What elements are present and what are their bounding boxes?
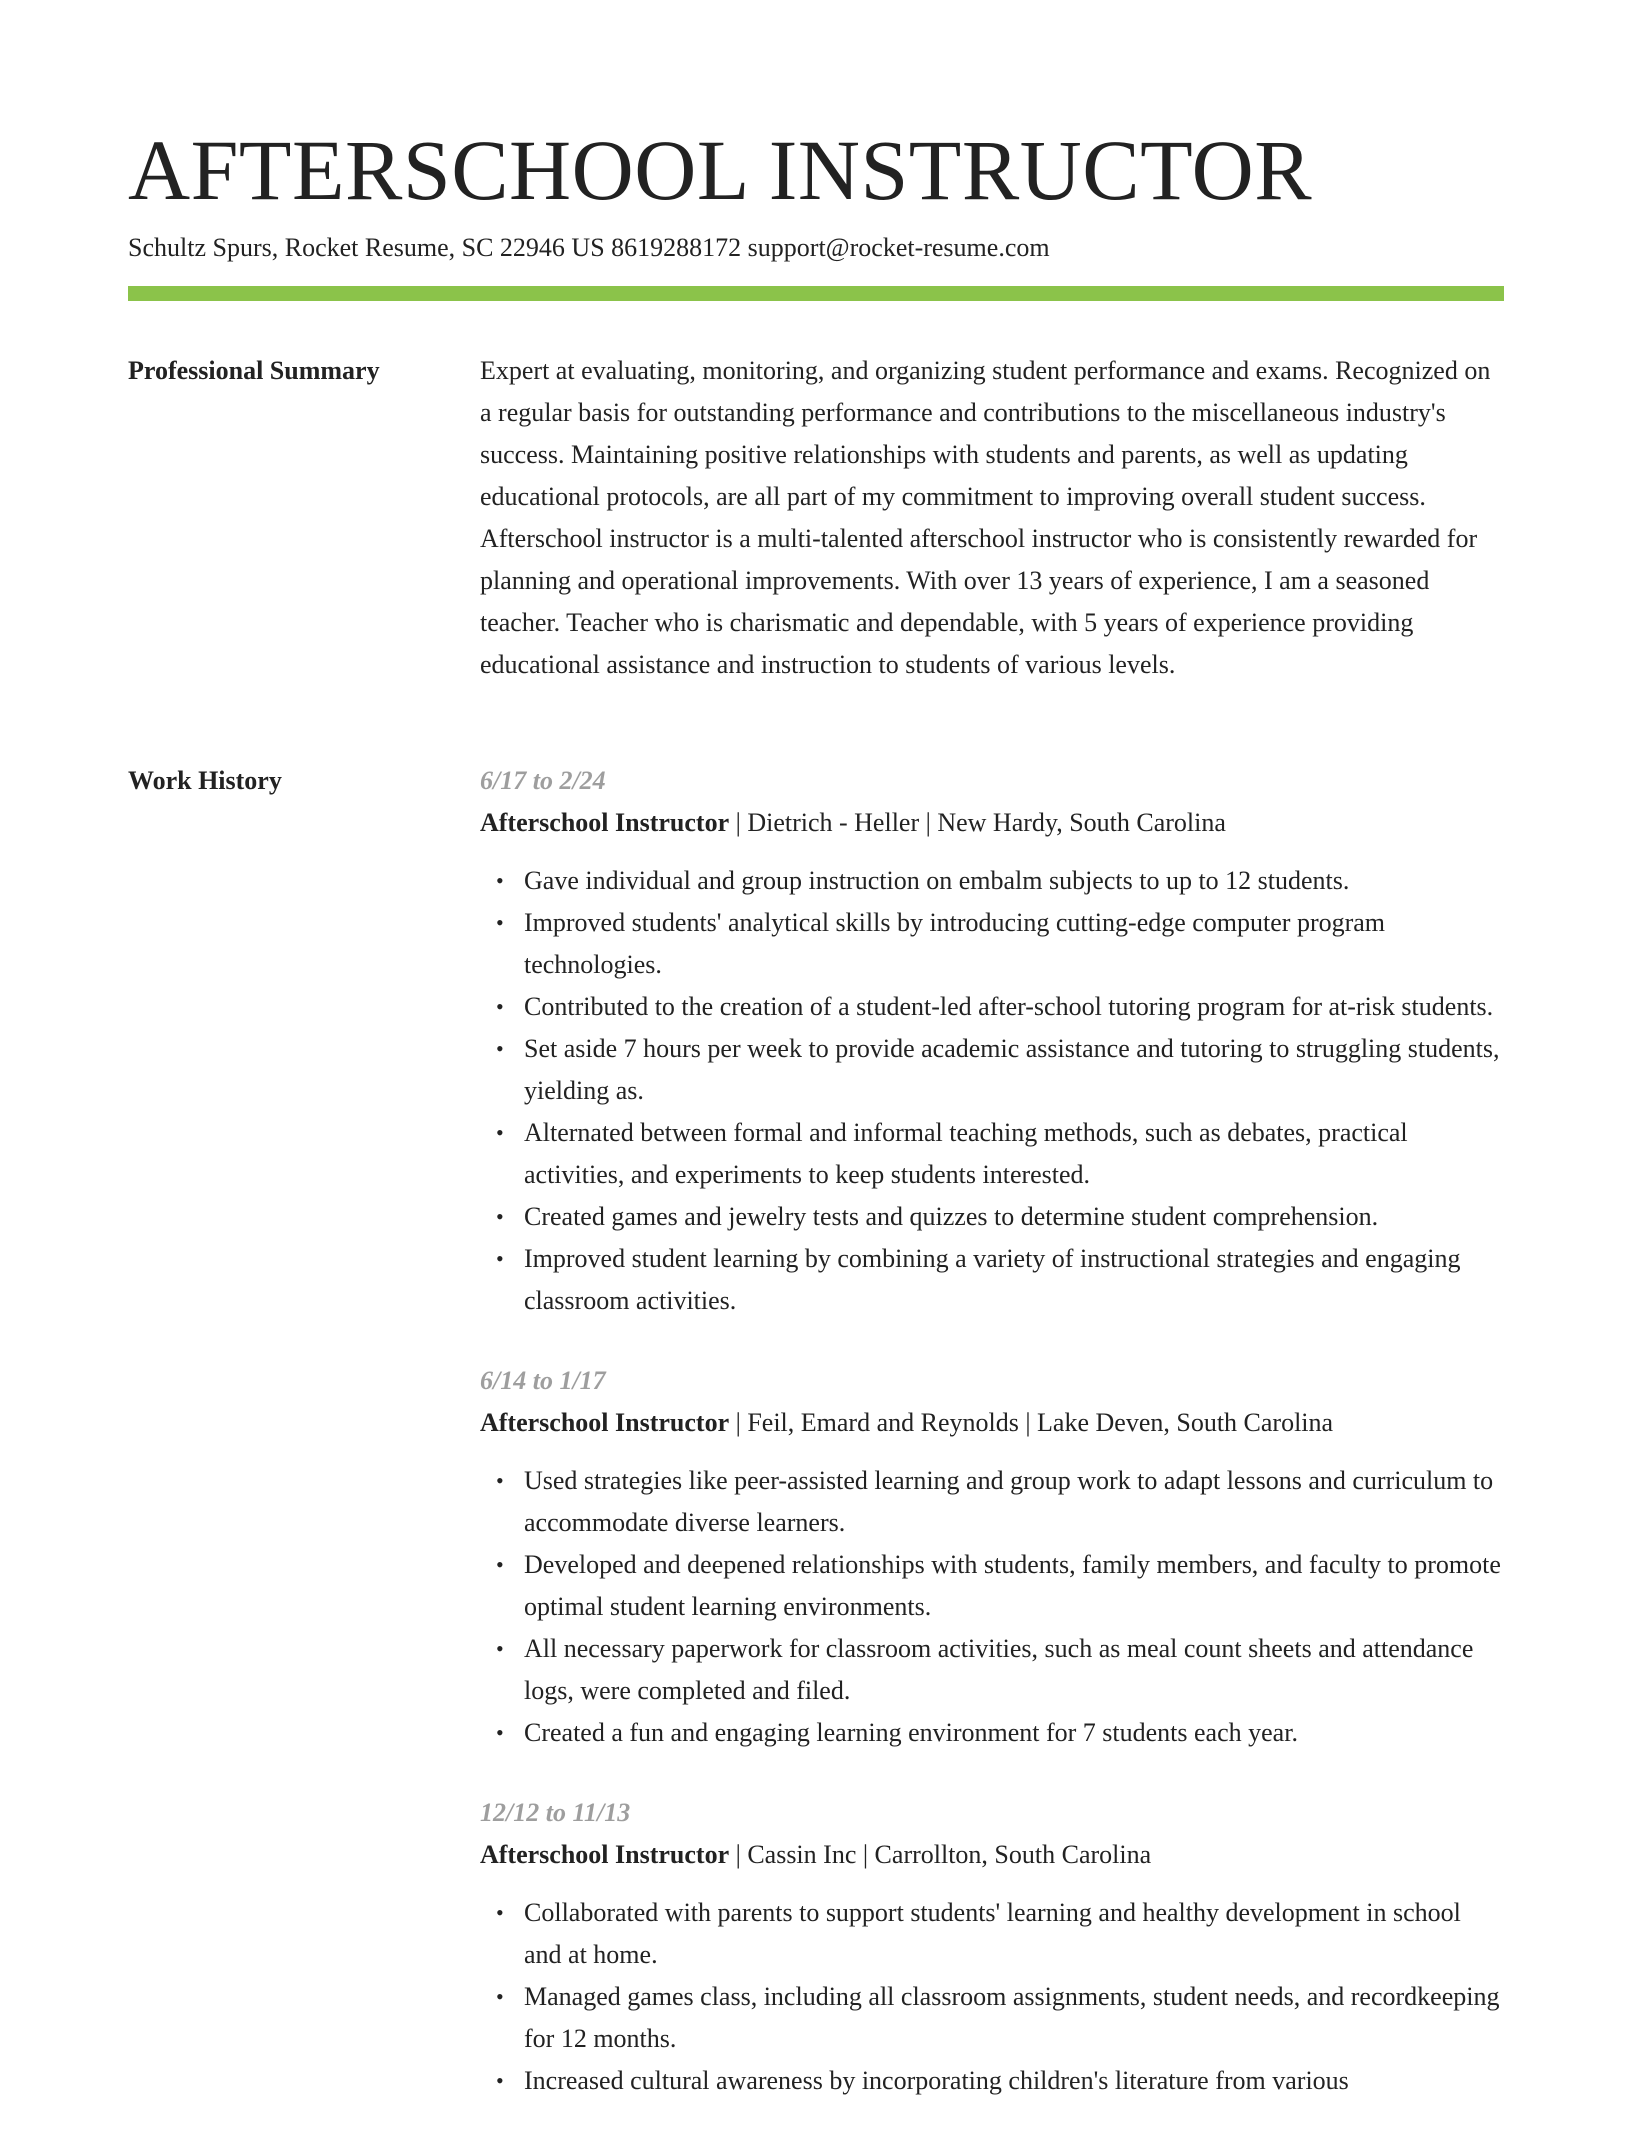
bullet-icon: •	[496, 2068, 504, 2093]
list-item	[496, 1460, 1504, 1544]
bullet-icon: •	[496, 868, 504, 893]
job-entry	[480, 1792, 1504, 2102]
bullet-icon: •	[496, 1204, 504, 1229]
bullet-icon: •	[496, 1636, 504, 1661]
list-item	[496, 1892, 1504, 1976]
job-bullet-list	[480, 1460, 1504, 1754]
job-bullet-list	[480, 860, 1504, 1322]
job-employer-location: | Cassin Inc | Carrollton, South Carolina	[729, 1840, 1152, 1869]
job-title-line	[480, 802, 1504, 844]
bullet-text: Collaborated with parents to support students' learning and healthy development in school and at home.	[524, 1898, 1461, 1969]
list-item	[496, 1238, 1504, 1322]
bullet-text: Used strategies like peer-assisted learning and group work to adapt lessons and curriculum to accommodate diverse learners.	[524, 1466, 1494, 1537]
bullet-icon: •	[496, 1552, 504, 1577]
bullet-icon: •	[496, 1036, 504, 1061]
list-item	[496, 1712, 1504, 1754]
bullet-text: Contributed to the creation of a student-led after-school tutoring program for at-risk students.	[524, 992, 1494, 1021]
job-bullet-list	[480, 1892, 1504, 2102]
job-title-line	[480, 1402, 1504, 1444]
bullet-icon: •	[496, 1900, 504, 1925]
list-item	[496, 860, 1504, 902]
job-employer-location: | Feil, Emard and Reynolds | Lake Deven, South Carolina	[729, 1408, 1334, 1437]
bullet-text: Created a fun and engaging learning environment for 7 students each year.	[524, 1718, 1298, 1747]
job-title-line	[480, 1834, 1504, 1876]
job-list	[480, 760, 1504, 2140]
list-item	[496, 1628, 1504, 1712]
bullet-text: Increased cultural awareness by incorporating children's literature from various	[524, 2066, 1349, 2095]
summary-text: Expert at evaluating, monitoring, and organizing student performance and exams. Recognized on a regular basis for outstanding performance and contributions to the miscellaneous industry's success. Maintaining positive relationships with students and parents, as well as updating educational protocols, are all part of my commitment to improving overall student success. Afterschool instructor is a multi-talented afterschool instructor who is consistently rewarded for planning and operational improvements. With over 13 years of experience, I am a seasoned teacher. Teacher who is charismatic and dependable, with 5 years of experience providing educational assistance and instruction to students of various levels.	[480, 356, 1491, 679]
bullet-text: Created games and jewelry tests and quizzes to determine student comprehension.	[524, 1202, 1379, 1231]
job-dates: 12/12 to 11/13	[480, 1798, 631, 1827]
bullet-icon: •	[496, 910, 504, 935]
bullet-text: Improved student learning by combining a variety of instructional strategies and engaging classroom activities.	[524, 1244, 1461, 1315]
job-title: Afterschool Instructor	[480, 1840, 730, 1869]
job-dates: 6/14 to 1/17	[480, 1366, 606, 1395]
list-item	[496, 986, 1504, 1028]
bullet-text: Gave individual and group instruction on embalm subjects to up to 12 students.	[524, 866, 1350, 895]
bullet-icon: •	[496, 1246, 504, 1271]
contact-address: Schultz Spurs, Rocket Resume, SC 22946 US	[128, 233, 605, 262]
summary-heading: Professional Summary	[128, 356, 380, 385]
bullet-icon: •	[496, 1468, 504, 1493]
list-item	[496, 1976, 1504, 2060]
list-item	[496, 1112, 1504, 1196]
job-entry	[480, 1360, 1504, 1754]
work-history-heading: Work History	[128, 766, 282, 795]
bullet-icon: •	[496, 994, 504, 1019]
bullet-icon: •	[496, 1120, 504, 1145]
contact-phone: 8619288172	[611, 233, 742, 262]
list-item	[496, 1196, 1504, 1238]
contact-line	[128, 230, 1050, 266]
bullet-icon: •	[496, 1720, 504, 1745]
list-item	[496, 1544, 1504, 1628]
job-title: Afterschool Instructor	[480, 808, 730, 837]
bullet-icon: •	[496, 1984, 504, 2009]
bullet-text: Developed and deepened relationships with students, family members, and faculty to promote optimal student learning environments.	[524, 1550, 1501, 1621]
resume-title: AFTERSCHOOL INSTRUCTOR	[128, 122, 1313, 218]
bullet-text: Alternated between formal and informal teaching methods, such as debates, practical activities, and experiments to keep students interested.	[524, 1118, 1408, 1189]
contact-email: support@rocket-resume.com	[747, 233, 1050, 262]
bullet-text: Set aside 7 hours per week to provide academic assistance and tutoring to struggling students, yielding as.	[524, 1034, 1500, 1105]
job-dates: 6/17 to 2/24	[480, 766, 606, 795]
bullet-text: All necessary paperwork for classroom activities, such as meal count sheets and attendance logs, were completed and filed.	[524, 1634, 1474, 1705]
list-item	[496, 902, 1504, 986]
job-title: Afterschool Instructor	[480, 1408, 730, 1437]
list-item	[496, 1028, 1504, 1112]
list-item	[496, 2060, 1504, 2102]
bullet-text: Managed games class, including all classroom assignments, student needs, and recordkeeping for 12 months.	[524, 1982, 1500, 2053]
job-entry	[480, 760, 1504, 1322]
accent-divider	[128, 286, 1504, 301]
bullet-text: Improved students' analytical skills by introducing cutting-edge computer program technologies.	[524, 908, 1386, 979]
job-employer-location: | Dietrich - Heller | New Hardy, South Carolina	[729, 808, 1226, 837]
